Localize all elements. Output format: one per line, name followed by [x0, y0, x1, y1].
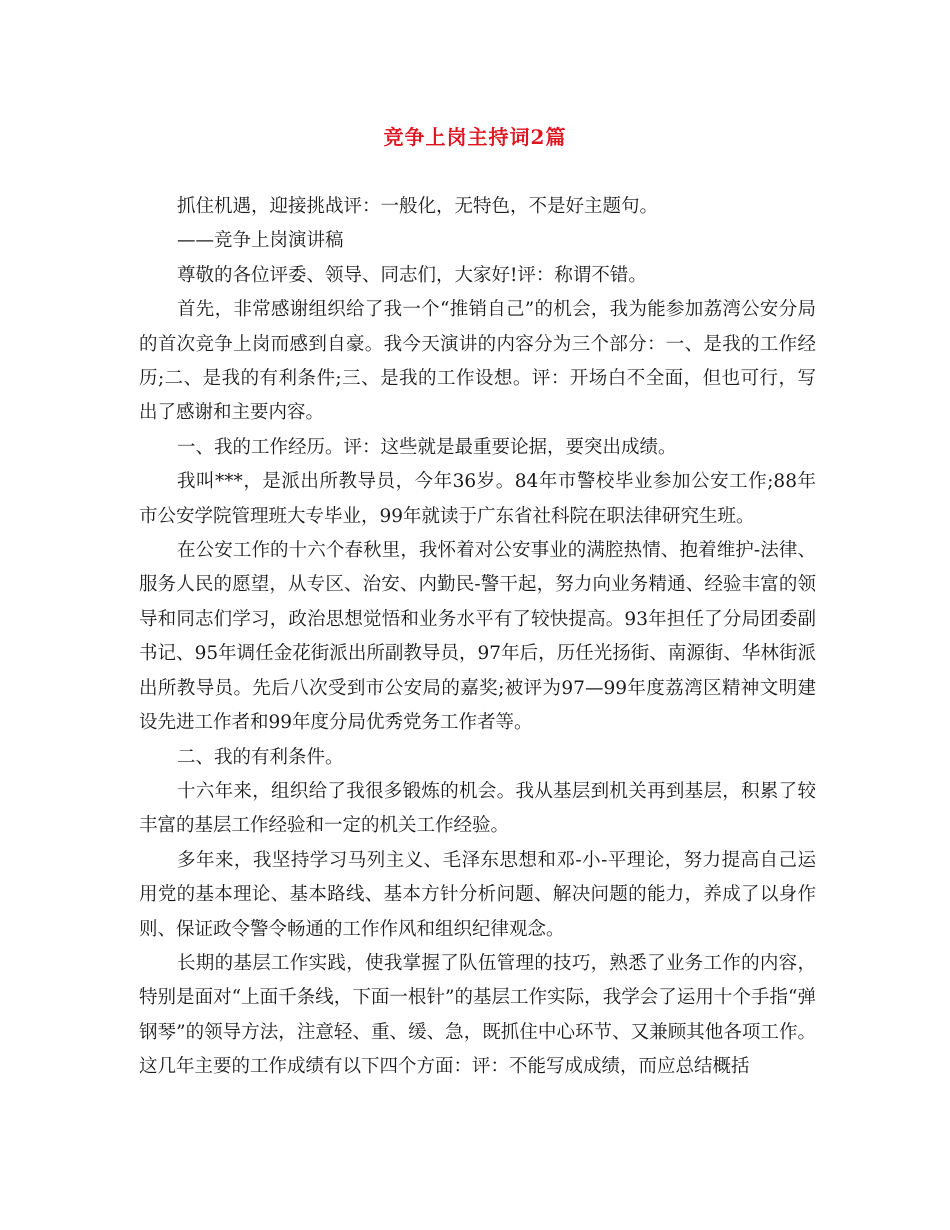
paragraph-practice: 长期的基层工作实践，使我掌握了队伍管理的技巧，熟悉了业务工作的内容，特别是面对“上面千条线，下面一根针”的基层工作实际，我学会了运用十个手指“弹钢琴”的领导方法，注意轻、重、缓、急，既抓住中心环节、又兼顾其他各项工作。这几年主要的工作成绩有以下四个方面：评：不能写成成绩，而应总结概括: [139, 952, 816, 1078]
paragraph-self-intro: 我叫***，是派出所教导员，今年36岁。84年市警校毕业参加公安工作;88年市公安学院管理班大专毕业，99年就读于广东省社科院在职法律研究生班。: [139, 471, 816, 527]
paragraph-opening: 首先，非常感谢组织给了我一个“推销自己”的机会，我为能参加荔湾公安分局的首次竞争上岗而感到自豪。我今天演讲的内容分为三个部分：一、是我的工作经历;二、是我的有利条件;三、是我的工作设想。评：开场白不全面，但也可行，写出了感谢和主要内容。: [139, 299, 816, 424]
paragraph-heading-experience: 一、我的工作经历。评：这些就是最重要论据，要突出成绩。: [177, 436, 677, 458]
document-body: [139, 190, 816, 1085]
paragraph-subtitle: ——竞争上岗演讲稿: [177, 230, 344, 252]
paragraph-career: 在公安工作的十六个春秋里，我怀着对公安事业的满腔热情、抱着维护-法律、服务人民的愿望，从专区、治安、内勤民-警干起，努力向业务精通、经验丰富的领导和同志们学习，政治思想觉悟和业务水平有了较快提高。93年担任了分局团委副书记、95年调任金花街派出所副教导员，97年后，历任光扬街、南源街、华林街派出所教导员。先后八次受到市公安局的嘉奖;被评为97—99年度荔湾区精神文明建设先进工作者和99年度分局优秀党务工作者等。: [139, 540, 816, 734]
paragraph-heading-advantages: 二、我的有利条件。: [177, 746, 344, 768]
paragraph-study: 多年来，我坚持学习马列主义、毛泽东思想和邓-小-平理论，努力提高自己运用党的基本理论、基本路线、基本方针分析问题、解决问题的能力，养成了以身作则、保证政令警令畅通的工作作风和组织纪律观念。: [139, 849, 816, 940]
paragraph-training: 十六年来，组织给了我很多锻炼的机会。我从基层到机关再到基层，积累了较丰富的基层工作经验和一定的机关工作经验。: [139, 780, 816, 837]
paragraph-greeting: 尊敬的各位评委、领导、同志们，大家好!评：称谓不错。: [177, 264, 647, 286]
paragraph-theme: 抓住机遇，迎接挑战评：一般化，无特色，不是好主题句。: [177, 196, 659, 217]
document-title: 竞争上岗主持词2篇: [383, 125, 567, 149]
